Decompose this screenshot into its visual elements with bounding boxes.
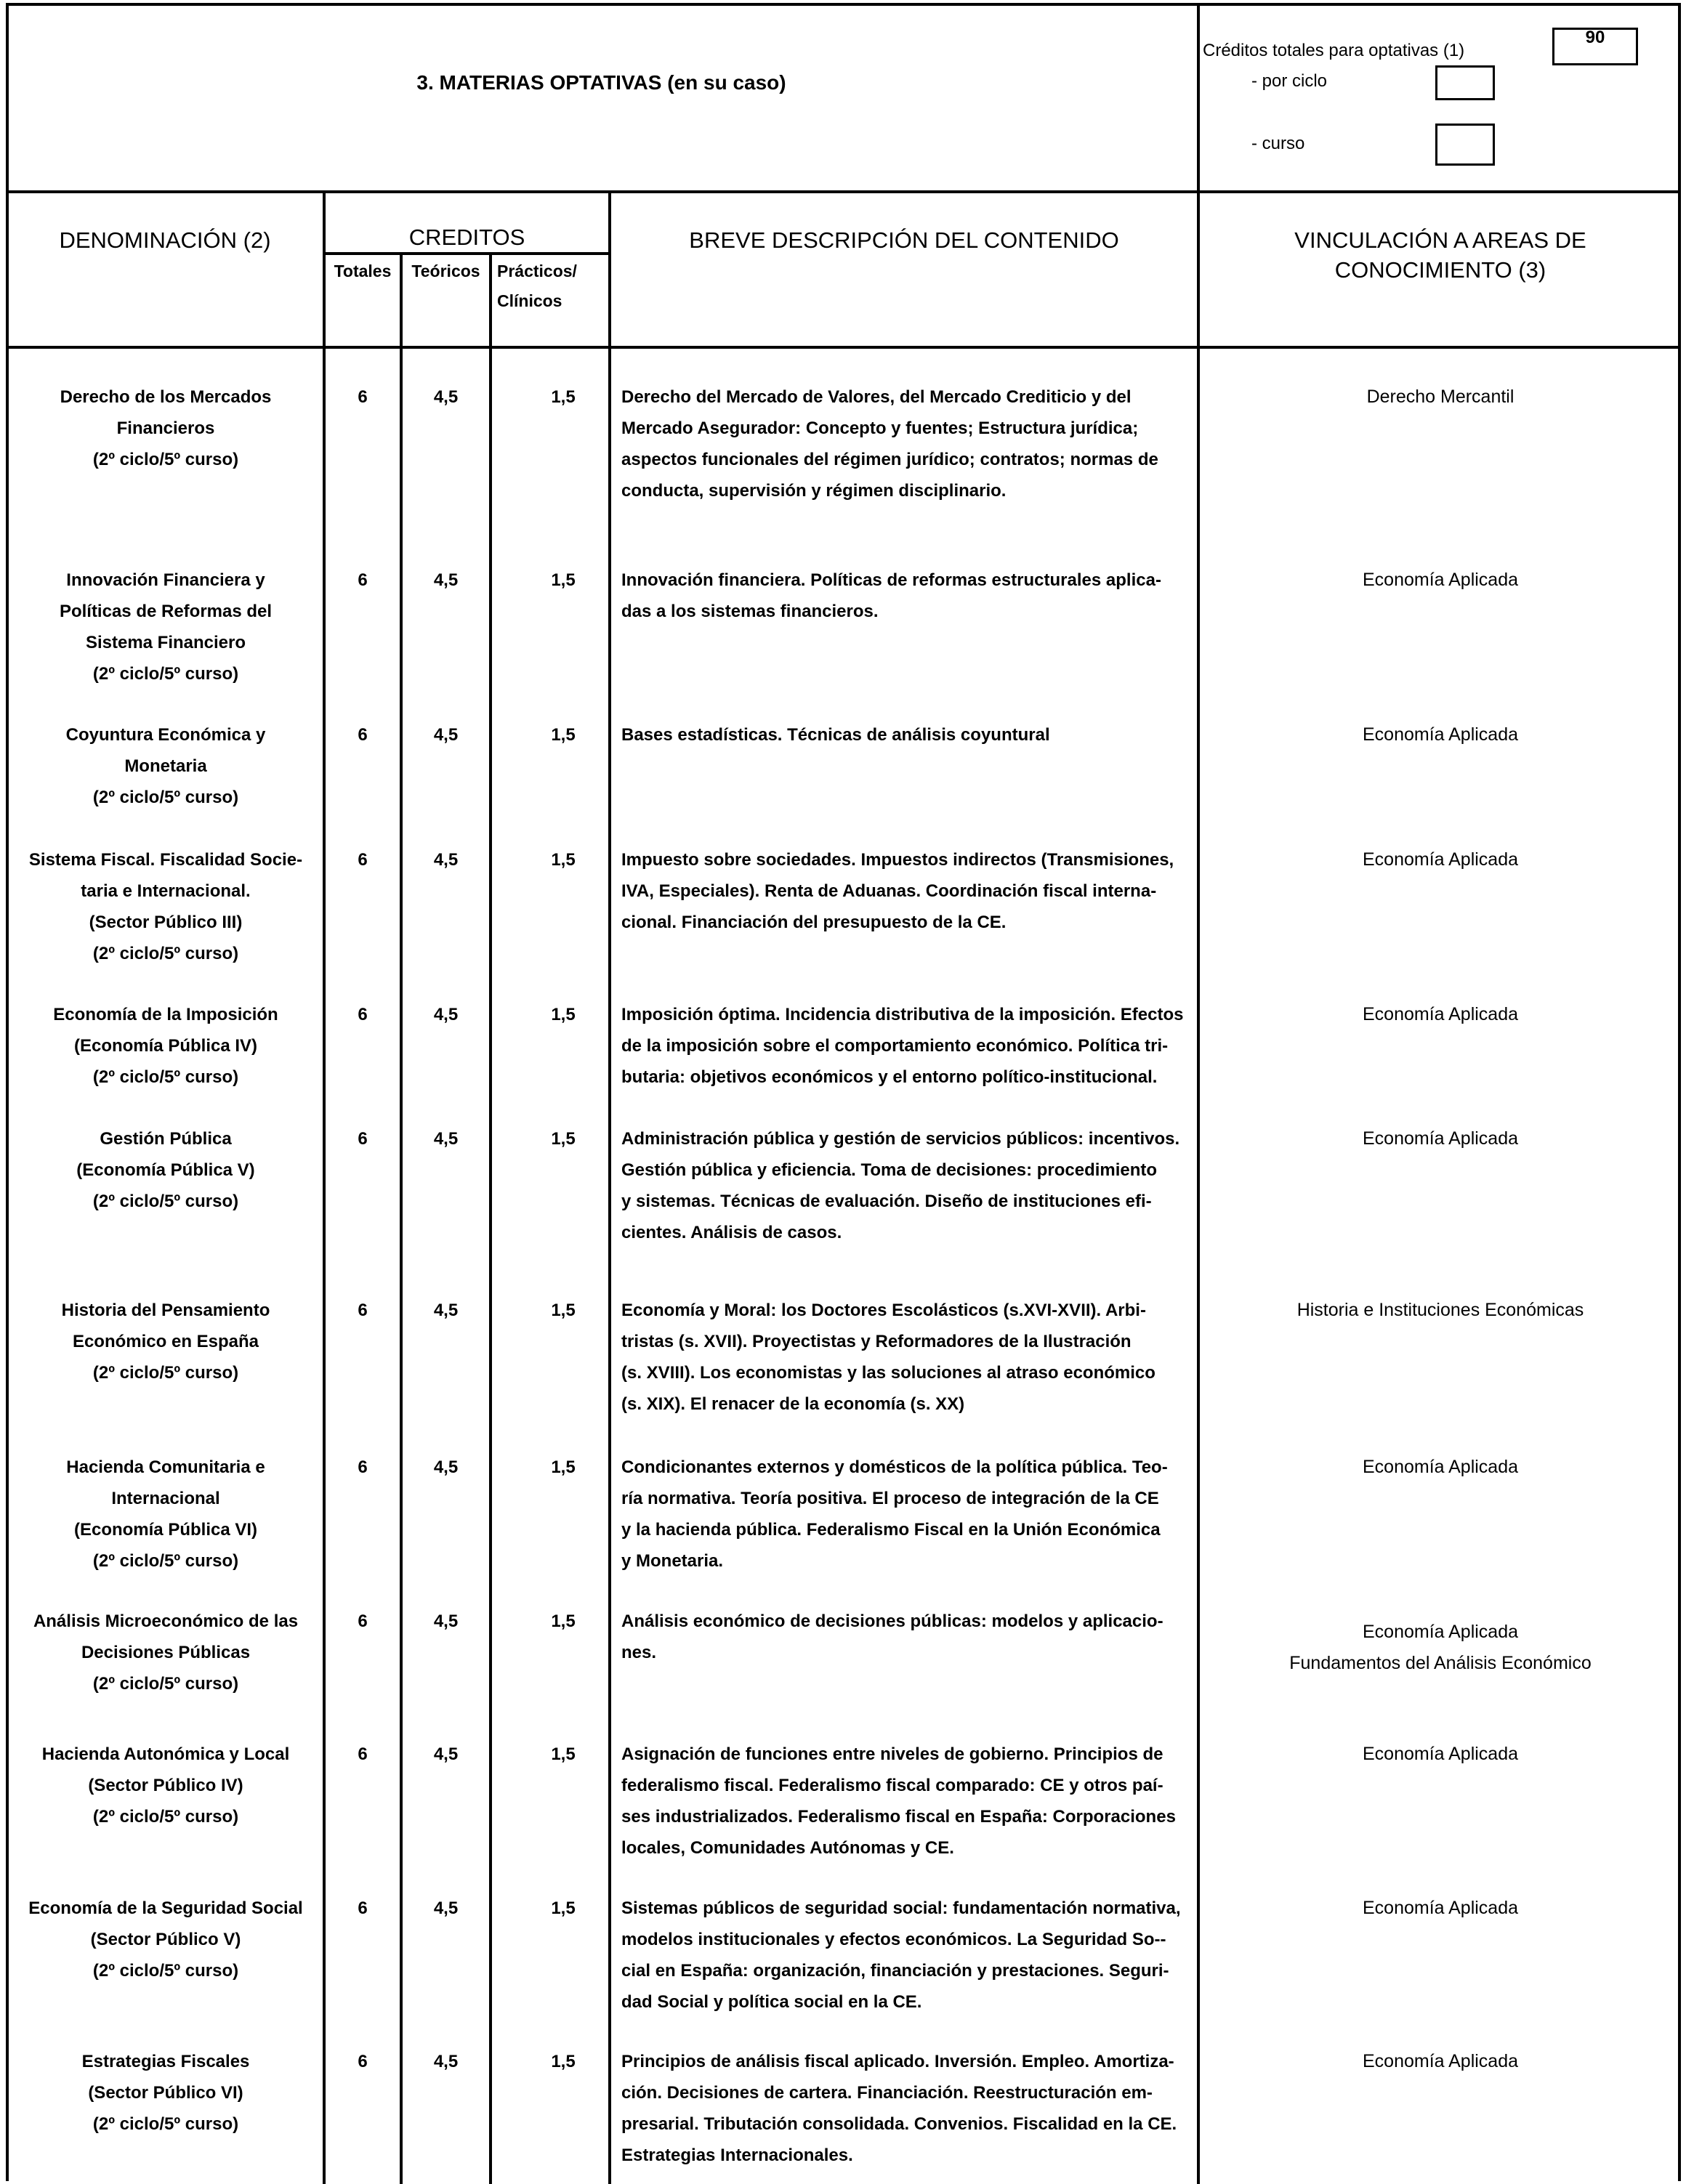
description-line: cial en España: organización, financiación y prestaciones. Seguri-: [621, 1961, 1169, 1981]
description-line: nes.: [621, 1643, 657, 1662]
credits-teoricos: 4,5: [433, 1611, 459, 1631]
knowledge-area: Economía Aplicada: [1362, 1128, 1519, 1149]
credits-teoricos: 4,5: [433, 2052, 459, 2071]
course-name-line: (Sector Público VI): [88, 2083, 243, 2103]
description-line: modelos institucionales y efectos económicos. La Seguridad So--: [621, 1930, 1166, 1949]
credits-practicos: 1,5: [551, 1898, 576, 1918]
credits-practicos: 1,5: [551, 1301, 576, 1320]
description-line: Innovación financiera. Políticas de reformas estructurales aplica-: [621, 570, 1161, 590]
description-line: Impuesto sobre sociedades. Impuestos indirectos (Transmisiones,: [621, 850, 1174, 870]
credits-practicos: 1,5: [551, 1129, 576, 1149]
description-line: conducta, supervisión y régimen disciplinario.: [621, 481, 1007, 501]
description-line: aspectos funcionales del régimen jurídico; contratos; normas de: [621, 450, 1158, 469]
col-header-practicos: Prácticos/: [497, 262, 577, 280]
credits-teoricos: 4,5: [433, 387, 459, 407]
knowledge-area: Economía Aplicada: [1362, 1457, 1519, 1477]
description-line: Derecho del Mercado de Valores, del Mercado Crediticio y del: [621, 387, 1132, 407]
description-line: Estrategias Internacionales.: [621, 2145, 853, 2165]
col-header-totales: Totales: [334, 262, 392, 280]
credits-totales: 6: [358, 1457, 368, 1477]
course-name-line: Economía de la Seguridad Social: [28, 1898, 303, 1918]
credits-teoricos: 4,5: [433, 570, 459, 590]
course-name-line: (2º ciclo/5º curso): [92, 450, 239, 469]
description-line: presarial. Tributación consolidada. Convenios. Fiscalidad en la CE.: [621, 2114, 1177, 2134]
course-name-line: taria e Internacional.: [81, 881, 251, 901]
course-name-line: Economía de la Imposición: [53, 1005, 278, 1024]
col-header-vinculacion-1: VINCULACIÓN A AREAS DE: [1294, 227, 1586, 253]
description-line: tristas (s. XVII). Proyectistas y Reformadores de la Ilustración: [621, 1332, 1132, 1351]
description-line: y Monetaria.: [621, 1551, 724, 1571]
description-line: de la imposición sobre el comportamiento económico. Política tri-: [621, 1036, 1169, 1056]
course-name-line: (2º ciclo/5º curso): [92, 1067, 239, 1087]
credits-teoricos: 4,5: [433, 1744, 459, 1764]
credits-totales: 6: [358, 850, 368, 870]
knowledge-area: Economía Aplicada: [1362, 724, 1519, 745]
description-line: ción. Decisiones de cartera. Financiación. Reestructuración em-: [621, 2083, 1153, 2103]
description-line: Sistemas públicos de seguridad social: fundamentación normativa,: [621, 1898, 1181, 1918]
creditos-totales-value: 90: [1585, 28, 1605, 47]
credits-practicos: 1,5: [551, 387, 576, 407]
credits-practicos: 1,5: [551, 570, 576, 590]
col-header-teoricos: Teóricos: [411, 262, 480, 280]
course-name-line: (Economía Pública VI): [73, 1520, 258, 1540]
knowledge-area: Economía Aplicada: [1362, 1744, 1519, 1764]
course-name-line: (Economía Pública V): [76, 1160, 255, 1180]
col-header-clinicos: Clínicos: [497, 291, 562, 310]
credits-teoricos: 4,5: [433, 1457, 459, 1477]
credits-teoricos: 4,5: [433, 850, 459, 870]
description-line: ses industrializados. Federalismo fiscal en España: Corporaciones: [621, 1807, 1176, 1827]
course-name-line: Coyuntura Económica y: [65, 725, 266, 745]
description-line: (s. XVIII). Los economistas y las soluciones al atraso económico: [621, 1363, 1155, 1383]
description-line: das a los sistemas financieros.: [621, 602, 879, 621]
course-name-line: (2º ciclo/5º curso): [92, 1961, 239, 1981]
description-line: Administración pública y gestión de servicios públicos: incentivos.: [621, 1129, 1180, 1149]
description-line: Mercado Asegurador: Concepto y fuentes; Estructura jurídica;: [621, 418, 1139, 438]
credits-totales: 6: [358, 1301, 368, 1320]
course-name-line: Estrategias Fiscales: [81, 2052, 250, 2071]
course-name-line: (Sector Público IV): [88, 1776, 243, 1795]
col-line-5: [1197, 190, 1200, 2184]
credits-practicos: 1,5: [551, 1744, 576, 1764]
creditos-totales-label: Créditos totales para optativas (1): [1203, 41, 1465, 60]
course-name-line: (2º ciclo/5º curso): [92, 2114, 239, 2134]
course-name-line: Derecho de los Mercados: [60, 387, 272, 407]
credits-practicos: 1,5: [551, 850, 576, 870]
credits-practicos: 1,5: [551, 1005, 576, 1024]
credits-totales: 6: [358, 1898, 368, 1918]
creditos-totales-box[interactable]: [1552, 28, 1638, 65]
course-name-line: (2º ciclo/5º curso): [92, 664, 239, 684]
credits-practicos: 1,5: [551, 725, 576, 745]
course-name-line: Innovación Financiera y: [66, 570, 265, 590]
credits-totales: 6: [358, 2052, 368, 2071]
course-name-line: (Sector Público III): [89, 913, 243, 932]
section-title: 3. MATERIAS OPTATIVAS (en su caso): [416, 71, 786, 94]
knowledge-area: Economía Aplicada: [1362, 2051, 1519, 2071]
col-header-denominacion: DENOMINACIÓN (2): [59, 227, 271, 253]
description-line: Bases estadísticas. Técnicas de análisis coyuntural: [621, 725, 1050, 745]
description-line: federalismo fiscal. Federalismo fiscal comparado: CE y otros paí-: [621, 1776, 1163, 1795]
creditos-subrule: [323, 252, 611, 255]
knowledge-area: Fundamentos del Análisis Económico: [1289, 1653, 1592, 1673]
description-line: (s. XIX). El renacer de la economía (s. XX): [621, 1394, 965, 1414]
credits-totales: 6: [358, 1005, 368, 1024]
description-line: Análisis económico de decisiones públicas: modelos y aplicacio-: [621, 1611, 1163, 1631]
knowledge-area: Economía Aplicada: [1362, 849, 1519, 870]
knowledge-area: Economía Aplicada: [1362, 570, 1519, 590]
description-line: cientes. Análisis de casos.: [621, 1223, 842, 1242]
description-line: butaria: objetivos económicos y el entorno político-institucional.: [621, 1067, 1158, 1087]
description-line: Condicionantes externos y domésticos de la política pública. Teo-: [621, 1457, 1168, 1477]
description-line: cional. Financiación del presupuesto de la CE.: [621, 913, 1007, 932]
credits-teoricos: 4,5: [433, 1129, 459, 1149]
credits-practicos: 1,5: [551, 1611, 576, 1631]
description-line: y la hacienda pública. Federalismo Fiscal en la Unión Económica: [621, 1520, 1161, 1540]
credits-totales: 6: [358, 1129, 368, 1149]
course-name-line: Sistema Financiero: [85, 633, 246, 652]
course-name-line: Gestión Pública: [100, 1129, 232, 1149]
col-line-1: [323, 190, 326, 2184]
knowledge-area: Economía Aplicada: [1362, 1622, 1519, 1642]
course-name-line: (2º ciclo/5º curso): [92, 1674, 239, 1694]
course-name-line: (Economía Pública IV): [73, 1036, 258, 1056]
description-line: locales, Comunidades Autónomas y CE.: [621, 1838, 954, 1858]
col-header-creditos: CREDITOS: [408, 225, 525, 250]
description-line: IVA, Especiales). Renta de Aduanas. Coordinación fiscal interna-: [621, 881, 1157, 901]
course-name-line: Historia del Pensamiento: [61, 1301, 270, 1320]
description-line: Imposición óptima. Incidencia distributiva de la imposición. Efectos: [621, 1005, 1184, 1024]
course-name-line: (2º ciclo/5º curso): [92, 1192, 239, 1211]
col-line-3: [489, 253, 492, 2184]
header-divider: [1197, 3, 1200, 193]
description-line: Asignación de funciones entre niveles de gobierno. Principios de: [621, 1744, 1163, 1764]
course-name-line: (2º ciclo/5º curso): [92, 1807, 239, 1827]
course-name-line: Políticas de Reformas del: [59, 602, 273, 621]
course-name-line: Sistema Fiscal. Fiscalidad Socie-: [28, 850, 303, 870]
credits-practicos: 1,5: [551, 2052, 576, 2071]
credits-teoricos: 4,5: [433, 1898, 459, 1918]
knowledge-area: Economía Aplicada: [1362, 1898, 1519, 1918]
description-line: y sistemas. Técnicas de evaluación. Diseño de instituciones efi-: [621, 1192, 1152, 1211]
description-line: dad Social y política social en la CE.: [621, 1992, 922, 2012]
credits-practicos: 1,5: [551, 1457, 576, 1477]
por-ciclo-label: - por ciclo: [1251, 71, 1328, 91]
course-name-line: (2º ciclo/5º curso): [92, 788, 239, 807]
credits-totales: 6: [358, 1744, 368, 1764]
curso-box[interactable]: [1435, 124, 1495, 166]
header-bottom-rule: [6, 190, 1681, 193]
course-name-line: Análisis Microeconómico de las: [33, 1611, 299, 1631]
credits-totales: 6: [358, 570, 368, 590]
course-name-line: (2º ciclo/5º curso): [92, 944, 239, 963]
course-name-line: Decisiones Públicas: [81, 1643, 251, 1662]
course-name-line: Económico en España: [72, 1332, 259, 1351]
knowledge-area: Historia e Instituciones Económicas: [1296, 1300, 1584, 1320]
description-line: Economía y Moral: los Doctores Escolásticos (s.XVI-XVII). Arbi-: [621, 1301, 1146, 1320]
credits-teoricos: 4,5: [433, 1301, 459, 1320]
description-line: Principios de análisis fiscal aplicado. Inversión. Empleo. Amortiza-: [621, 2052, 1174, 2071]
col-line-4: [608, 190, 611, 2184]
course-name-line: Hacienda Autonómica y Local: [41, 1744, 290, 1764]
description-line: Gestión pública y eficiencia. Toma de decisiones: procedimiento: [621, 1160, 1158, 1180]
credits-teoricos: 4,5: [433, 725, 459, 745]
course-name-line: Financieros: [116, 418, 215, 438]
col-header-descripcion: BREVE DESCRIPCIÓN DEL CONTENIDO: [689, 227, 1119, 253]
course-name-line: (2º ciclo/5º curso): [92, 1551, 239, 1571]
credits-totales: 6: [358, 387, 368, 407]
course-name-line: Internacional: [111, 1489, 220, 1508]
course-name-line: Monetaria: [124, 756, 207, 776]
col-header-vinculacion-2: CONOCIMIENTO (3): [1334, 257, 1546, 283]
curso-label: - curso: [1251, 134, 1305, 153]
por-ciclo-box[interactable]: [1435, 65, 1495, 100]
course-name-line: (Sector Público V): [90, 1930, 241, 1949]
credits-totales: 6: [358, 1611, 368, 1631]
knowledge-area: Derecho Mercantil: [1366, 387, 1514, 407]
credits-teoricos: 4,5: [433, 1005, 459, 1024]
description-line: ría normativa. Teoría positiva. El proceso de integración de la CE: [621, 1489, 1159, 1508]
course-name-line: (2º ciclo/5º curso): [92, 1363, 239, 1383]
column-header-bottom-rule: [6, 346, 1681, 349]
credits-totales: 6: [358, 725, 368, 745]
course-name-line: Hacienda Comunitaria e: [66, 1457, 265, 1477]
knowledge-area: Economía Aplicada: [1362, 1004, 1519, 1024]
